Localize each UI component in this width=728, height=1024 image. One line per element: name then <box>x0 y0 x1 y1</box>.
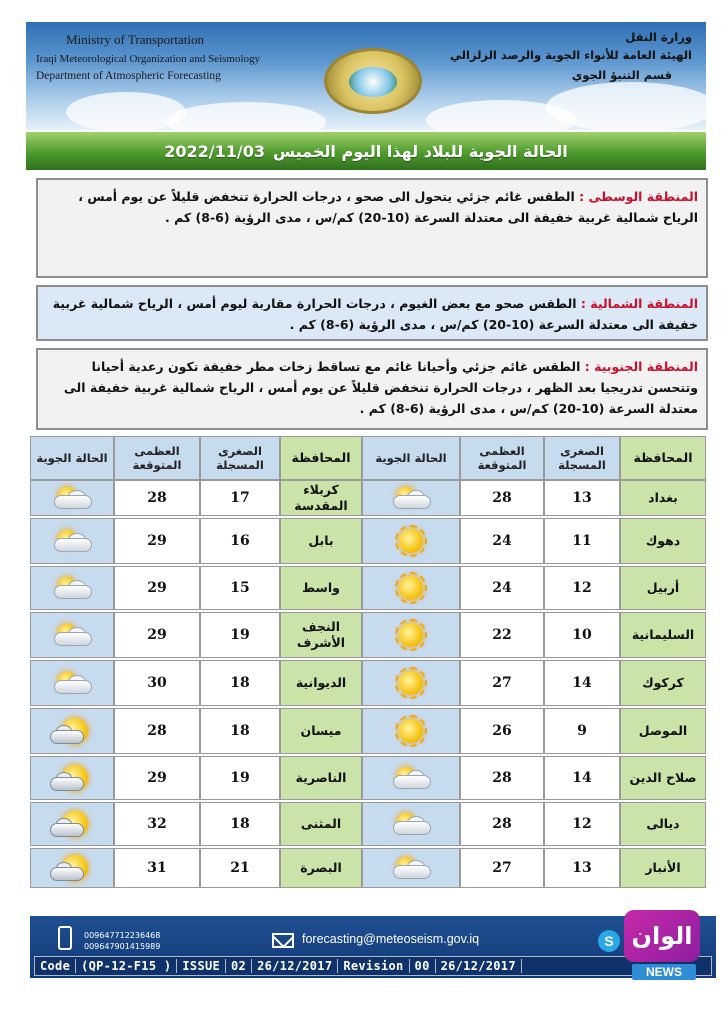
condition-cell <box>362 612 460 658</box>
max-cell: 24 <box>460 518 544 564</box>
min-cell: 14 <box>544 756 620 800</box>
watermark-news: NEWS <box>632 964 696 980</box>
min-cell: 19 <box>200 612 280 658</box>
email-address[interactable]: forecasting@meteoseism.gov.iq <box>302 932 480 946</box>
max-cell: 29 <box>114 566 200 610</box>
region-north-name: المنطقة الشمالية : <box>580 296 698 311</box>
max-cell: 27 <box>460 848 544 888</box>
table-row <box>30 802 706 846</box>
max-cell: 27 <box>460 660 544 706</box>
condition-cell <box>362 708 460 754</box>
province-cell: الأنبار <box>620 848 706 888</box>
min-cell: 12 <box>544 566 620 610</box>
max-cell: 24 <box>460 566 544 610</box>
province-cell: بغداد <box>620 480 706 516</box>
issue-value: 02 <box>226 959 252 973</box>
region-north <box>36 285 708 341</box>
condition-cell <box>30 612 114 658</box>
sun-behind-cloud-icon <box>48 809 96 839</box>
partly-cloudy-icon <box>48 526 96 556</box>
revision-date: 26/12/2017 <box>436 959 522 973</box>
province-cell: الموصل <box>620 708 706 754</box>
phone-number-2: 009647901415989 <box>84 942 161 951</box>
partly-cloudy-icon <box>387 763 435 793</box>
region-central <box>36 178 708 278</box>
max-cell: 28 <box>114 708 200 754</box>
province-cell: واسط <box>280 566 362 610</box>
title-text: الحالة الجوية للبلاد لهذا اليوم الخميس <box>273 141 568 161</box>
header-condition: الحالة الجوية <box>30 436 114 480</box>
province-cell: دهوك <box>620 518 706 564</box>
table-row <box>30 518 706 564</box>
min-cell: 18 <box>200 708 280 754</box>
sunny-icon <box>387 526 435 556</box>
sunny-icon <box>387 716 435 746</box>
header-province: المحافظة <box>620 436 706 480</box>
sunny-icon <box>387 573 435 603</box>
condition-cell <box>362 566 460 610</box>
region-south-name: المنطقة الجنوبية : <box>584 359 698 374</box>
min-cell: 13 <box>544 848 620 888</box>
department-name-en: Department of Atmospheric Forecasting <box>36 70 221 82</box>
org-name-en: Iraqi Meteorological Organization and Seismology <box>36 53 261 65</box>
max-cell: 28 <box>460 756 544 800</box>
partly-cloudy-icon <box>48 573 96 603</box>
header-condition: الحالة الجوية <box>362 436 460 480</box>
max-cell: 32 <box>114 802 200 846</box>
max-cell: 28 <box>114 480 200 516</box>
news-watermark-logo <box>622 910 702 984</box>
max-cell: 29 <box>114 518 200 564</box>
condition-cell <box>362 480 460 516</box>
min-cell: 11 <box>544 518 620 564</box>
condition-cell <box>30 848 114 888</box>
partly-cloudy-icon <box>48 483 96 513</box>
document-code-bar <box>34 956 712 976</box>
footer <box>30 916 716 978</box>
max-cell: 30 <box>114 660 200 706</box>
table-row <box>30 708 706 754</box>
region-north-text: الطقس صحو مع بعض الغيوم ، درجات الحرارة مقاربة ليوم أمس ، الرياح شمالية غربية خفيفة الى معتدلة السرعة (10-20) كم/س ، مدى الرؤية (6-8) كم . <box>52 296 698 332</box>
sun-behind-cloud-icon <box>48 763 96 793</box>
sun-behind-cloud-icon <box>48 716 96 746</box>
code-label: Code <box>35 959 76 973</box>
province-cell: صلاح الدين <box>620 756 706 800</box>
max-cell: 29 <box>114 756 200 800</box>
province-cell: السليمانية <box>620 612 706 658</box>
condition-cell <box>30 802 114 846</box>
table-row <box>30 660 706 706</box>
province-cell: أربيل <box>620 566 706 610</box>
province-cell: البصرة <box>280 848 362 888</box>
mail-icon <box>272 933 294 948</box>
organization-logo <box>324 48 422 114</box>
table-row <box>30 756 706 800</box>
condition-cell <box>30 518 114 564</box>
title-date: 2022/11/03 <box>164 141 265 161</box>
code-value: (QP-12-F15 ) <box>76 959 177 973</box>
phone-icon <box>58 926 72 950</box>
province-cell: النجف الأشرف <box>280 612 362 658</box>
region-south-text: الطقس غائم جزئي وأحيانا غائم مع تساقط زخات مطر خفيفة تكون رعدية أحيانا وتتحسن تدريجيا بعد الظهر ، درجات الحرارة تنخفض قليلاً عن يوم أمس ، الرياح شمالية غربية خفيفة الى معتدلة السرعة (10-20) كم/س ، مدى الرؤية (6-8) كم . <box>63 359 698 416</box>
table-header-row <box>30 436 706 480</box>
condition-cell <box>362 848 460 888</box>
org-name-ar: الهيئة العامة للأنواء الجوية والرصد الزلزالي <box>450 48 692 62</box>
region-south <box>36 348 708 430</box>
forecast-table <box>30 436 706 888</box>
partly-cloudy-icon <box>48 620 96 650</box>
department-name-ar: قسم التنبؤ الجوي <box>571 68 672 82</box>
condition-cell <box>30 566 114 610</box>
sun-behind-cloud-icon <box>48 853 96 883</box>
province-cell: المثنى <box>280 802 362 846</box>
sunny-icon <box>387 620 435 650</box>
min-cell: 12 <box>544 802 620 846</box>
max-cell: 29 <box>114 612 200 658</box>
header-max: العظمى المتوقعة <box>460 436 544 480</box>
header-min: الصغرى المسجلة <box>544 436 620 480</box>
min-cell: 18 <box>200 660 280 706</box>
max-cell: 31 <box>114 848 200 888</box>
issue-date: 26/12/2017 <box>252 959 338 973</box>
condition-cell <box>30 756 114 800</box>
table-row <box>30 480 706 516</box>
ministry-name-en: Ministry of Transportation <box>66 32 204 47</box>
partly-cloudy-icon <box>387 853 435 883</box>
condition-cell <box>362 518 460 564</box>
partly-cloudy-icon <box>387 483 435 513</box>
revision-value: 00 <box>410 959 436 973</box>
min-cell: 17 <box>200 480 280 516</box>
header-province: المحافظة <box>280 436 362 480</box>
min-cell: 13 <box>544 480 620 516</box>
province-cell: ديالى <box>620 802 706 846</box>
watermark-brand: الوان <box>624 910 700 962</box>
region-central-text: الطقس غائم جزئي يتحول الى صحو ، درجات الحرارة تنخفض قليلاً عن يوم أمس ، الرياح شمالية غربية خفيفة الى معتدلة السرعة (10-20) كم/س ، مدى الرؤية (6-8) كم . <box>78 189 698 225</box>
issue-label: ISSUE <box>177 959 226 973</box>
province-cell: ميسان <box>280 708 362 754</box>
max-cell: 26 <box>460 708 544 754</box>
partly-cloudy-icon <box>387 809 435 839</box>
condition-cell <box>362 756 460 800</box>
sunny-icon <box>387 668 435 698</box>
condition-cell <box>362 660 460 706</box>
phone-numbers <box>84 930 160 952</box>
condition-cell <box>30 480 114 516</box>
province-cell: بابل <box>280 518 362 564</box>
province-cell: الناصرية <box>280 756 362 800</box>
min-cell: 15 <box>200 566 280 610</box>
min-cell: 10 <box>544 612 620 658</box>
min-cell: 14 <box>544 660 620 706</box>
province-cell: الديوانية <box>280 660 362 706</box>
min-cell: 19 <box>200 756 280 800</box>
max-cell: 22 <box>460 612 544 658</box>
min-cell: 9 <box>544 708 620 754</box>
province-cell: كركوك <box>620 660 706 706</box>
min-cell: 21 <box>200 848 280 888</box>
condition-cell <box>30 708 114 754</box>
max-cell: 28 <box>460 802 544 846</box>
condition-cell <box>362 802 460 846</box>
partly-cloudy-icon <box>48 668 96 698</box>
ministry-name-ar: وزارة النقل <box>625 30 692 44</box>
table-row <box>30 566 706 610</box>
min-cell: 16 <box>200 518 280 564</box>
header-banner <box>26 22 706 130</box>
condition-cell <box>30 660 114 706</box>
revision-label: Revision <box>338 959 409 973</box>
region-central-name: المنطقة الوسطى : <box>579 189 698 204</box>
table-row <box>30 612 706 658</box>
province-cell: كربلاء المقدسة <box>280 480 362 516</box>
header-min: الصغرى المسجلة <box>200 436 280 480</box>
header-max: العظمى المتوقعة <box>114 436 200 480</box>
table-row <box>30 848 706 888</box>
skype-icon: S <box>598 930 620 952</box>
max-cell: 28 <box>460 480 544 516</box>
phone-number-1: 009647712236468 <box>84 931 161 940</box>
min-cell: 18 <box>200 802 280 846</box>
page-title <box>26 132 706 170</box>
